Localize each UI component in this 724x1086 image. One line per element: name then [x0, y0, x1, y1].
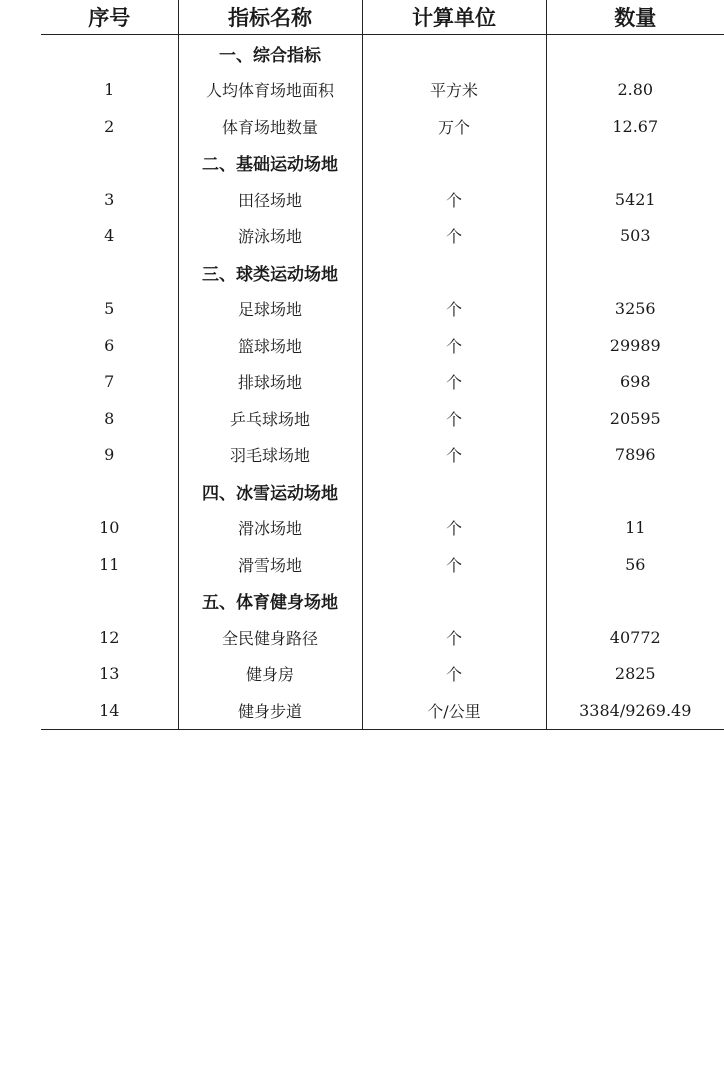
row-quantity: 7896: [546, 437, 724, 474]
row-quantity: 11: [546, 510, 724, 547]
row-indicator-name: 全民健身路径: [178, 619, 362, 656]
header-indicator-name: 指标名称: [178, 0, 362, 35]
row-quantity: 12.67: [546, 108, 724, 145]
row-quantity: 40772: [546, 619, 724, 656]
row-serial-number: 9: [104, 445, 115, 465]
row-indicator-name: 游泳场地: [178, 218, 362, 255]
row-indicator-name: 乒乓球场地: [178, 400, 362, 437]
table-row: [41, 619, 724, 656]
row-indicator-name: 足球场地: [178, 291, 362, 328]
row-quantity: [546, 35, 724, 72]
row-serial-number: 10: [99, 518, 120, 538]
section-heading-row: [41, 583, 724, 620]
row-serial-number: 13: [99, 664, 120, 684]
row-unit: [362, 254, 546, 291]
table-row: [41, 656, 724, 693]
row-unit: 个: [362, 364, 546, 401]
row-quantity: [546, 145, 724, 182]
table-row: [41, 108, 724, 145]
row-indicator-name: 健身步道: [178, 692, 362, 729]
section-title: 二、基础运动场地: [178, 145, 362, 182]
table-body: [41, 35, 724, 730]
section-heading-row: [41, 35, 724, 72]
row-serial-number: [41, 254, 178, 291]
row-unit: 个: [362, 546, 546, 583]
header-serial-number: 序号: [41, 0, 178, 35]
row-quantity: 698: [546, 364, 724, 401]
row-unit: 个: [362, 619, 546, 656]
row-unit: [362, 35, 546, 72]
section-heading-row: [41, 473, 724, 510]
row-indicator-name: 人均体育场地面积: [178, 72, 362, 109]
row-indicator-name: 健身房: [178, 656, 362, 693]
row-quantity: 2.80: [546, 72, 724, 109]
table-row: [41, 510, 724, 547]
row-unit: [362, 145, 546, 182]
row-unit: 个/公里: [362, 692, 546, 729]
row-indicator-name: 排球场地: [178, 364, 362, 401]
section-title: 一、综合指标: [178, 35, 362, 72]
row-indicator-name: 羽毛球场地: [178, 437, 362, 474]
row-serial-number: 7: [104, 372, 115, 392]
table-row: [41, 546, 724, 583]
row-quantity: 20595: [546, 400, 724, 437]
row-quantity: 503: [546, 218, 724, 255]
row-unit: 个: [362, 510, 546, 547]
row-serial-number: 6: [104, 335, 115, 355]
section-title: 四、冰雪运动场地: [178, 473, 362, 510]
row-unit: 个: [362, 437, 546, 474]
row-unit: 个: [362, 181, 546, 218]
row-serial-number: 8: [104, 408, 115, 428]
table-row: [41, 400, 724, 437]
row-serial-number: 14: [41, 692, 178, 729]
row-quantity: 5421: [546, 181, 724, 218]
row-unit: 个: [362, 291, 546, 328]
header-row: [41, 0, 724, 35]
table-row: [41, 692, 724, 729]
row-indicator-name: 滑冰场地: [178, 510, 362, 547]
row-serial-number: [41, 473, 178, 510]
section-title: 五、体育健身场地: [178, 583, 362, 620]
row-serial-number: 5: [104, 299, 115, 319]
row-unit: [362, 583, 546, 620]
row-quantity: 56: [546, 546, 724, 583]
table-row: [41, 327, 724, 364]
row-indicator-name: 田径场地: [178, 181, 362, 218]
row-serial-number: [41, 35, 178, 72]
row-indicator-name: 体育场地数量: [178, 108, 362, 145]
row-unit: [362, 473, 546, 510]
row-unit: 万个: [362, 108, 546, 145]
row-quantity: 3256: [546, 291, 724, 328]
table-row: [41, 364, 724, 401]
row-indicator-name: 篮球场地: [178, 327, 362, 364]
row-quantity: [546, 583, 724, 620]
row-quantity: 2825: [546, 656, 724, 693]
row-serial-number: 4: [104, 226, 115, 246]
section-heading-row: [41, 145, 724, 182]
row-unit: 个: [362, 327, 546, 364]
row-quantity: 3384/9269.49: [546, 692, 724, 729]
row-indicator-name: 滑雪场地: [178, 546, 362, 583]
row-quantity: [546, 473, 724, 510]
row-serial-number: [41, 145, 178, 182]
table-row: [41, 72, 724, 109]
table-row: [41, 181, 724, 218]
sports-venue-statistics-table: [41, 0, 724, 730]
section-title: 三、球类运动场地: [178, 254, 362, 291]
row-unit: 个: [362, 218, 546, 255]
row-serial-number: [41, 583, 178, 620]
row-unit: 平方米: [362, 72, 546, 109]
header-quantity: 数量: [546, 0, 724, 35]
row-serial-number: 1: [104, 80, 115, 100]
row-quantity: [546, 254, 724, 291]
row-quantity: 29989: [546, 327, 724, 364]
table-header: [41, 0, 724, 35]
row-serial-number: 3: [104, 189, 115, 209]
section-heading-row: [41, 254, 724, 291]
row-unit: 个: [362, 400, 546, 437]
row-serial-number: 12: [99, 627, 120, 647]
table-row: [41, 291, 724, 328]
table-row: [41, 437, 724, 474]
row-serial-number: 2: [104, 116, 115, 136]
row-unit: 个: [362, 656, 546, 693]
row-serial-number: 11: [99, 554, 120, 574]
table-row: [41, 218, 724, 255]
header-unit: 计算单位: [362, 0, 546, 35]
